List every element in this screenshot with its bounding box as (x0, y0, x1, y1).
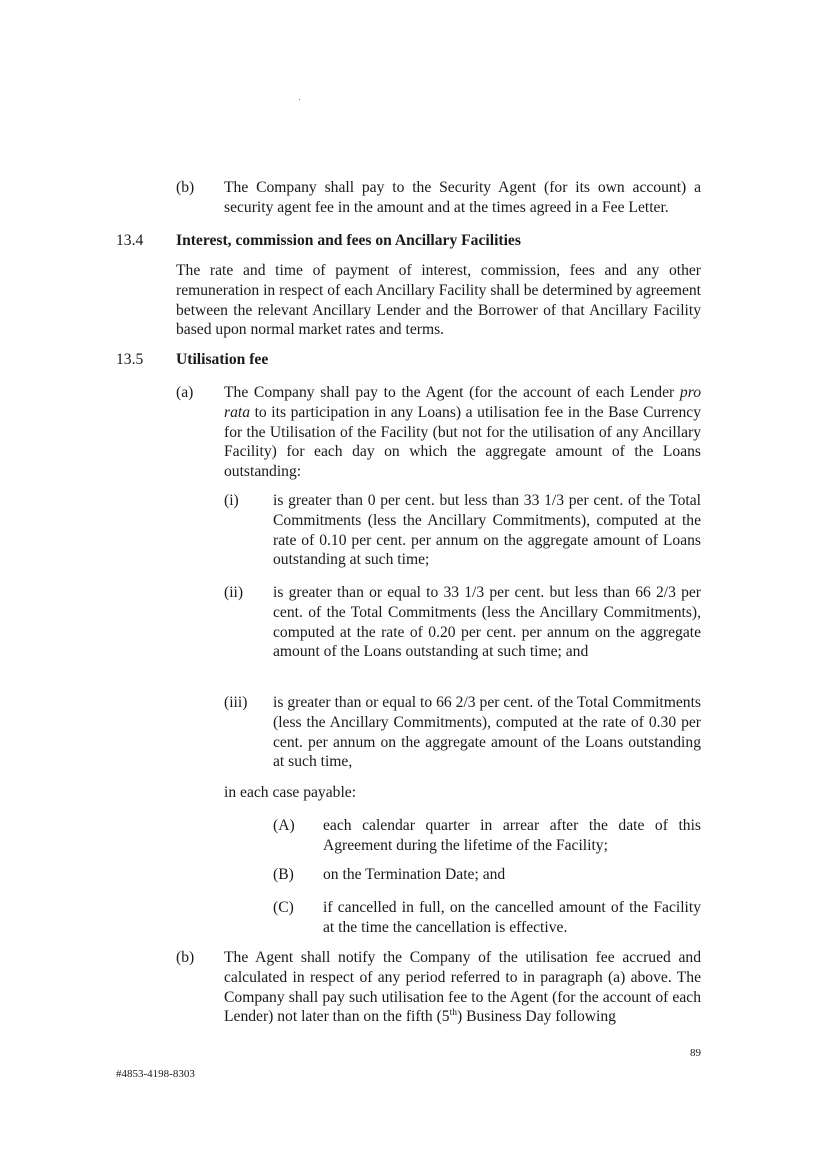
clause-13-3-b-text: The Company shall pay to the Security Agent (for its own account) a security agent fee in the amount and at the times agreed in a Fee Letter. (224, 179, 701, 216)
clause-13-4-heading: Interest, commission and fees on Ancillary Facilities (176, 232, 521, 249)
scan-mark (299, 99, 300, 100)
roman-item-text: is greater than 0 per cent. but less than 33 1/3 per cent. of the Total Commitments (less the Ancillary Commitments), computed at the rate of 0.10 per cent. per annum on the aggregate amount of Loans outstanding at such time; (273, 492, 701, 569)
clause-13-5-number: 13.5 (116, 351, 144, 368)
alpha-item-label: (C) (273, 899, 294, 916)
alpha-item-text: on the Termination Date; and (323, 866, 506, 883)
roman-item-text: is greater than or equal to 33 1/3 per cent. but less than 66 2/3 per cent. of the Total Commitments (less the Ancillary Commitments), computed at the rate of 0.20 per cent. per annum on the aggregate amount of the Loans outstanding at such time; and (273, 584, 701, 661)
roman-item-label: (i) (224, 492, 239, 509)
clause-13-5-a-label: (a) (176, 384, 194, 401)
clause-13-4-number: 13.4 (116, 232, 144, 249)
roman-item-label: (iii) (224, 694, 248, 711)
clause-13-3-b-label: (b) (176, 179, 195, 196)
clause-13-5-b-text: The Agent shall notify the Company of the utilisation fee accrued and calculated in respect of any period referred to in paragraph (a) above. The Company shall pay such utilisation fee to the Agent (for the account of each Lender) not later than on the fifth (5th) Business Day following (224, 949, 701, 1026)
document-reference: #4853-4198-8303 (116, 1068, 195, 1080)
pro-rata-italic: pro rata (224, 384, 701, 421)
alpha-item-text: each calendar quarter in arrear after the date of this Agreement during the lifetime of the Facility; (323, 817, 701, 854)
alpha-item-label: (B) (273, 866, 294, 883)
clause-13-5-b-label: (b) (176, 949, 195, 966)
roman-item-text: is greater than or equal to 66 2/3 per cent. of the Total Commitments (less the Ancillary Commitments), computed at the rate of 0.30 per cent. per annum on the aggregate amount of the Loans outstanding at such time, (273, 694, 701, 771)
alpha-item-text: if cancelled in full, on the cancelled amount of the Facility at the time the cancellation is effective. (323, 899, 701, 936)
roman-item-label: (ii) (224, 584, 244, 601)
alpha-item-label: (A) (273, 817, 295, 834)
clause-13-5-heading: Utilisation fee (176, 351, 269, 368)
in-each-case-text: in each case payable: (224, 784, 357, 801)
clause-13-4-body: The rate and time of payment of interest, commission, fees and any other remuneration in respect of each Ancillary Facility shall be determined by agreement between the relevant Ancillary Lender and the Borrower of that Ancillary Facility based upon normal market rates and terms. (176, 262, 701, 339)
page-number: 89 (690, 1047, 701, 1059)
clause-13-5-a-text: The Company shall pay to the Agent (for the account of each Lender pro rata to its participation in any Loans) a utilisation fee in the Base Currency for the Utilisation of the Facility (but not for the utilisation of any Ancillary Facility) for each day on which the aggregate amount of the Loans outstanding: (224, 384, 701, 481)
